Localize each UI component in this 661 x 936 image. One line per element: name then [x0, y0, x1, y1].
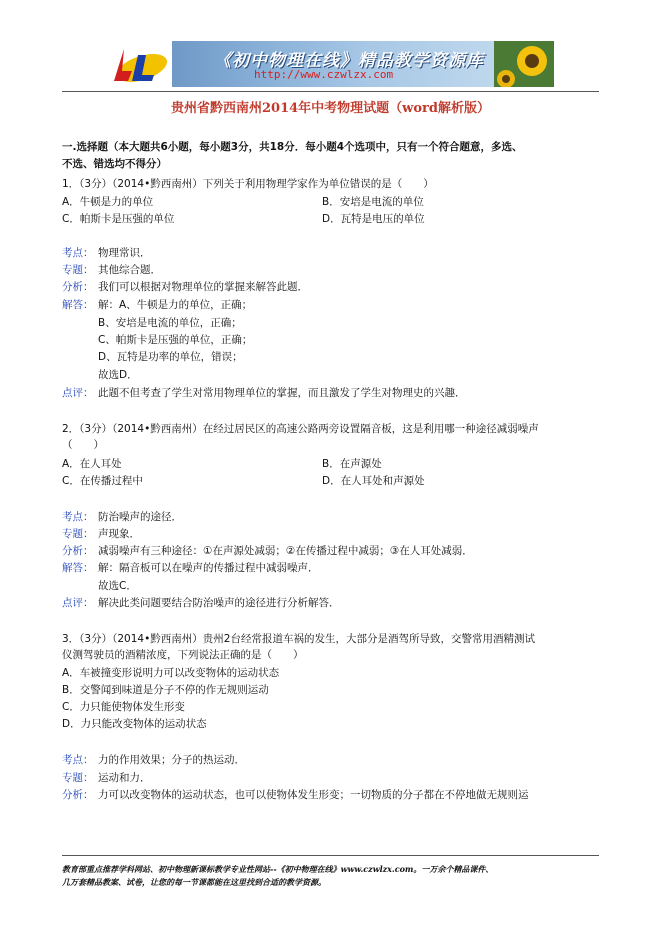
q1-option-d: D．瓦特是电压的单位 — [322, 213, 425, 225]
q1-kaodian: 物理常识． — [98, 247, 151, 259]
section-heading-cont: 不选、错选均不得分） — [62, 158, 167, 170]
section-heading: 一.选择题（本大题共6小题，每小题3分，共18分．每小题4个选项中，只有一个符合题意，多选、 — [62, 141, 523, 153]
sunflower-image — [494, 41, 554, 87]
q3-fenxi: 力可以改变物体的运动状态，也可以使物体发生形变；一切物质的分子都在不停地做无规则运 — [98, 789, 529, 801]
q2-option-b: B．在声源处 — [322, 458, 382, 470]
q1-jieda-line2: B、安培是电流的单位，正确； — [98, 317, 242, 329]
footer-line2: 几万套精品教案、试卷，让您的每一节课都能在这里找到合适的教学资源。 — [62, 877, 326, 887]
q1-stem: 1．（3分）（2014•黔西南州）下列关于利用物理学家作为单位错误的是（ ） — [62, 178, 434, 190]
q1-dianping-label: 点评： — [62, 387, 94, 399]
q3-option-a: A．车被撞变形说明力可以改变物体的运动状态 — [62, 667, 280, 679]
q1-kaodian-label: 考点： — [62, 247, 94, 259]
q3-zhuanti-label: 专题： — [62, 772, 94, 784]
q1-jieda-label: 解答： — [62, 299, 94, 311]
q2-option-d: D．在人耳处和声源处 — [322, 475, 425, 487]
q2-jieda-line1: 解：隔音板可以在噪声的传播过程中减弱噪声． — [98, 562, 319, 574]
q2-stem: 2．（3分）（2014•黔西南州）在经过居民区的高速公路两旁设置隔音板，这是利用哪一种途径减弱噪声 — [62, 423, 539, 435]
q1-fenxi: 我们可以根据对物理单位的掌握来解答此题． — [98, 281, 308, 293]
q2-option-a: A．在人耳处 — [62, 458, 122, 470]
q3-option-c: C．力只能使物体发生形变 — [62, 701, 185, 713]
q3-kaodian: 力的作用效果；分子的热运动． — [98, 754, 245, 766]
q2-dianping-label: 点评： — [62, 597, 94, 609]
q1-zhuanti-label: 专题： — [62, 264, 94, 276]
q2-option-c: C．在传播过程中 — [62, 475, 143, 487]
q1-dianping: 此题不但考查了学生对常用物理单位的掌握，而且激发了学生对物理史的兴趣． — [98, 387, 466, 399]
q3-option-b: B．交警闻到味道是分子不停的作无规则运动 — [62, 684, 269, 696]
banner-url: http://www.czwlzx.com — [254, 68, 394, 81]
footer-divider — [62, 855, 599, 856]
q1-option-b: B．安培是电流的单位 — [322, 196, 424, 208]
header-divider — [62, 91, 599, 92]
q2-jieda-label: 解答： — [62, 562, 94, 574]
banner-title: 《初中物理在线》精品教学资源库 — [214, 51, 484, 71]
q2-kaodian: 防治噪声的途径． — [98, 511, 182, 523]
q2-jieda-line2: 故选C． — [98, 580, 137, 592]
q1-zhuanti: 其他综合题． — [98, 264, 161, 276]
q1-option-a: A．牛顿是力的单位 — [62, 196, 154, 208]
q2-dianping: 解决此类问题要结合防治噪声的途径进行分析解答． — [98, 597, 340, 609]
q2-zhuanti-label: 专题： — [62, 528, 94, 540]
q3-kaodian-label: 考点： — [62, 754, 94, 766]
footer-line1: 教育部重点推荐学科网站、初中物理新课标教学专业性网站--《初中物理在线》www.czwlzx.com。一万余个精品课件、 — [62, 864, 494, 874]
q3-fenxi-label: 分析： — [62, 789, 94, 801]
document-title: 贵州省黔西南州2014年中考物理试题（word解析版） — [171, 101, 490, 116]
q2-stem-cont: （ ） — [62, 439, 104, 451]
q2-zhuanti: 声现象． — [98, 528, 140, 540]
q1-jieda-line5: 故选D． — [98, 369, 138, 381]
q2-kaodian-label: 考点： — [62, 511, 94, 523]
q2-fenxi-label: 分析： — [62, 545, 94, 557]
q3-zhuanti: 运动和力． — [98, 772, 151, 784]
q3-option-d: D．力只能改变物体的运动状态 — [62, 718, 207, 730]
header-banner — [94, 41, 554, 87]
q3-stem: 3．（3分）（2014•黔西南州）贵州2台经常报道车祸的发生，大部分是酒驾所导致，交警常用酒精测试 — [62, 633, 535, 645]
q3-stem-cont: 仪测驾驶员的酒精浓度，下列说法正确的是（ ） — [62, 649, 304, 661]
site-logo — [94, 41, 172, 87]
q1-jieda-line1: 解：A、牛顿是力的单位，正确； — [98, 299, 253, 311]
q1-option-c: C．帕斯卡是压强的单位 — [62, 213, 175, 225]
q1-jieda-line4: D、瓦特是功率的单位，错误； — [98, 351, 243, 363]
q1-jieda-line3: C、帕斯卡是压强的单位，正确； — [98, 334, 253, 346]
q1-fenxi-label: 分析： — [62, 281, 94, 293]
q2-fenxi: 减弱噪声有三种途径：①在声源处减弱；②在传播过程中减弱；③在人耳处减弱． — [98, 545, 473, 557]
